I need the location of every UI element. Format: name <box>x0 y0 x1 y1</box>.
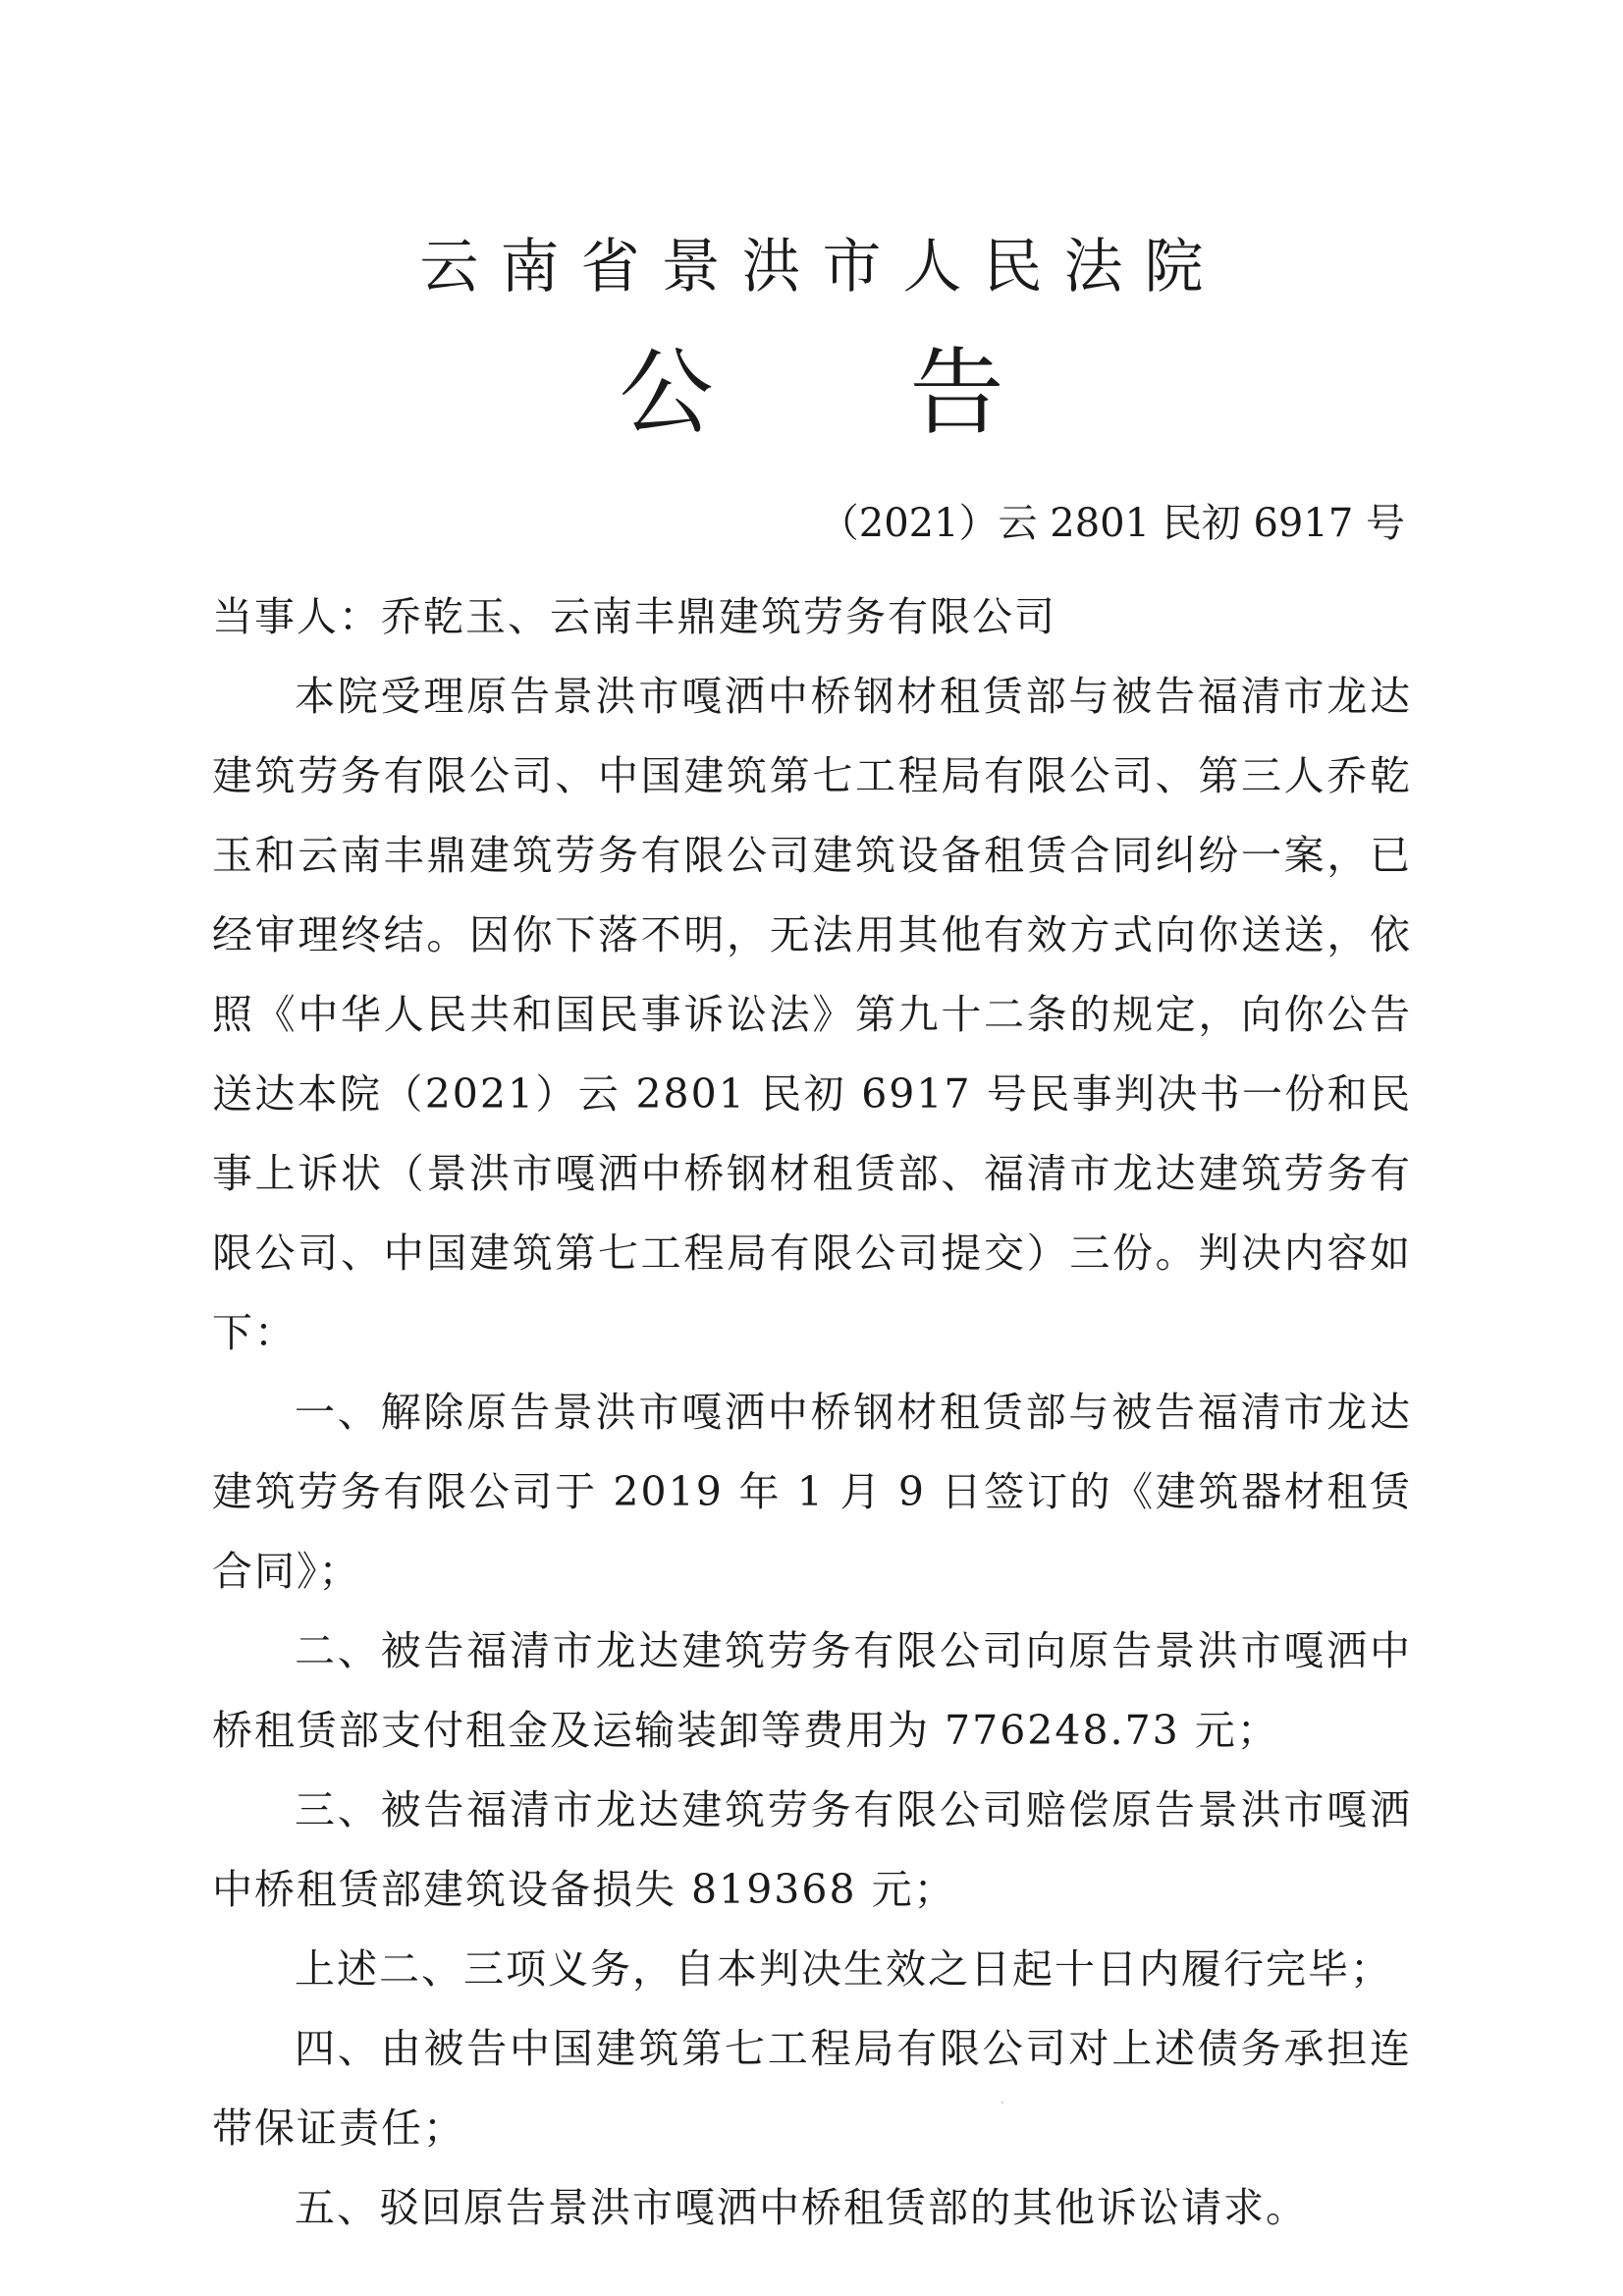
court-name: 云南省景洪市人民法院 <box>419 233 1225 301</box>
document-title <box>0 334 1623 452</box>
title-char-2: 告 <box>909 338 1004 448</box>
judgment-item-3: 三、被告福清市龙达建筑劳务有限公司赔偿原告景洪市嘎洒中桥租赁部建筑设备损失 819368 元； <box>212 1786 1412 1913</box>
judgment-item-5: 五、驳回原告景洪市嘎洒中桥租赁部的其他诉讼请求。 <box>295 2184 1308 2231</box>
intro-paragraph: 本院受理原告景洪市嘎洒中桥钢材租赁部与被告福清市龙达建筑劳务有限公司、中国建筑第七工程局有限公司、第三人乔乾玉和云南丰鼎建筑劳务有限公司建筑设备租赁合同纠纷一案，已经审理终结。因你下落不明，无法用其他有效方式向你送送，依照《中华人民共和国民事诉讼法》第九十二条的规定，向你公告送达本院（2021）云 2801 民初 6917 号民事判决书一份和民事上诉状（景洪市嘎洒中桥钢材租赁部、福清市龙达建筑劳务有限公司、中国建筑第七工程局有限公司提交）三份。判决内容如下： <box>212 673 1412 1356</box>
case-number: （2021）云 2801 民初 6917 号 <box>819 501 1405 546</box>
title-char-1: 公 <box>619 338 714 448</box>
parties-line: 当事人：乔乾玉、云南丰鼎建筑劳务有限公司 <box>212 593 1056 640</box>
obligation-note: 上述二、三项义务，自本判决生效之日起十日内履行完毕； <box>295 1945 1392 1993</box>
scan-speck <box>1001 2102 1003 2104</box>
judgment-item-1: 一、解除原告景洪市嘎洒中桥钢材租赁部与被告福清市龙达建筑劳务有限公司于 2019 年 1 月 9 日签订的《建筑器材租赁合同》； <box>212 1389 1412 1595</box>
judgment-item-4: 四、由被告中国建筑第七工程局有限公司对上述债务承担连带保证责任； <box>212 2025 1412 2152</box>
judgment-item-2: 二、被告福清市龙达建筑劳务有限公司向原告景洪市嘎洒中桥租赁部支付租金及运输装卸等费用为 776248.73 元； <box>212 1627 1412 1754</box>
document-body <box>212 577 1412 2248</box>
